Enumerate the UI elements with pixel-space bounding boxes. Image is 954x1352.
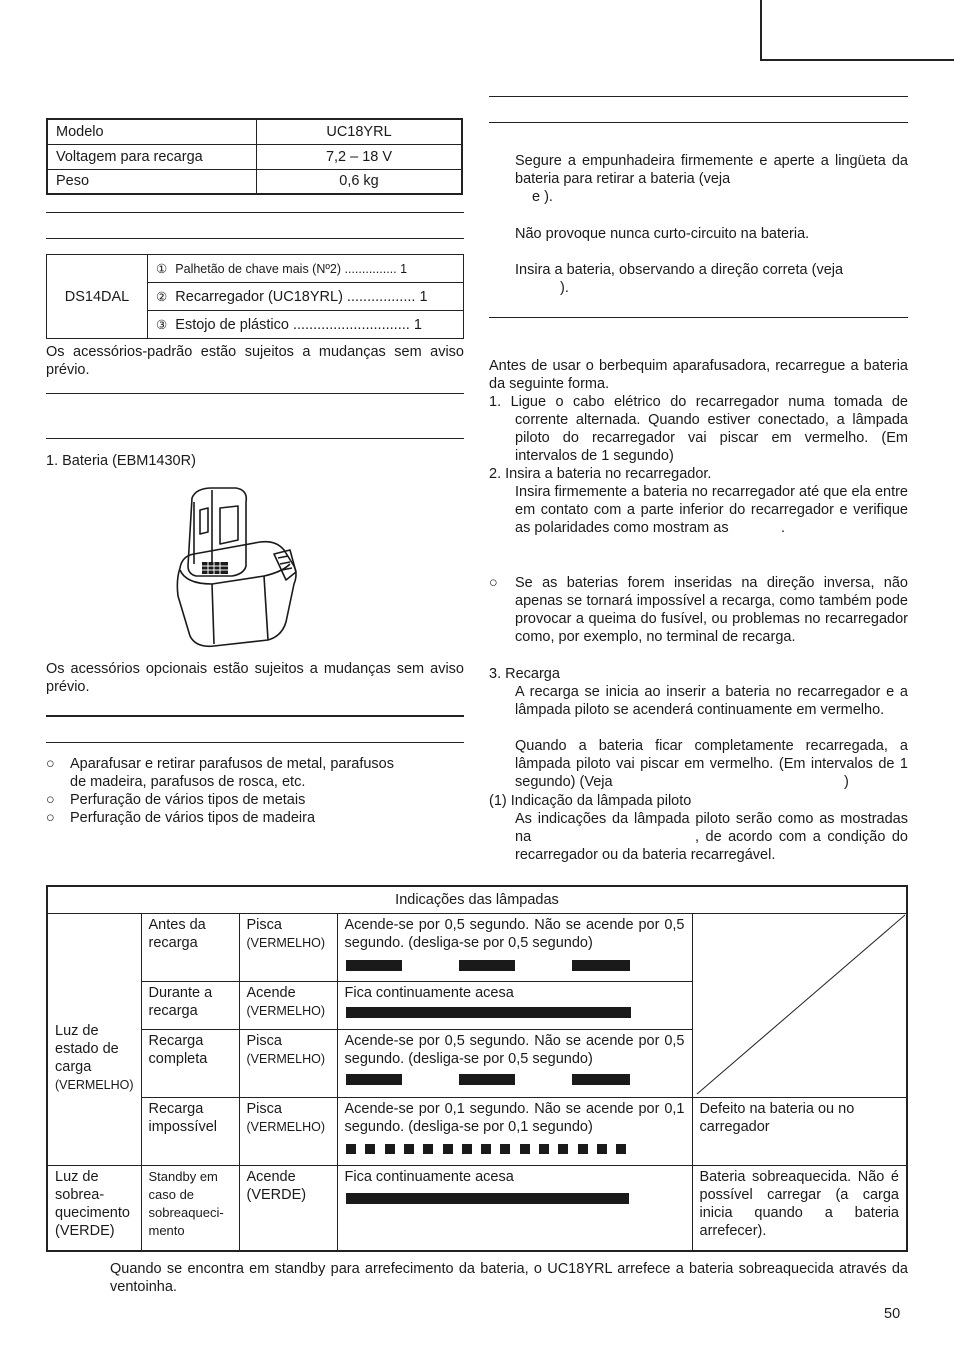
section-rule <box>46 742 464 743</box>
blink-bar <box>459 1074 515 1085</box>
charging-step-3-complete: Quando a bateria ficar completamente recarregada, a lâmpada piloto vai piscar em vermelho. (Em intervalos de 1 segundo) (Veja <box>515 738 908 790</box>
fast-blink-square <box>443 1144 453 1154</box>
optional-accessory-item: 1. Bateria (EBM1430R) <box>46 453 196 469</box>
lamp-mode: Acende <box>246 984 296 1001</box>
mode-cell <box>239 913 337 981</box>
accessory-item: Recarregador (UC18YRL) ................. 1 <box>175 288 428 305</box>
caution-item <box>489 574 908 646</box>
specifications-table <box>46 118 463 195</box>
desc-cell: Fica continuamente acesa <box>337 1165 692 1251</box>
spec-value: 0,6 kg <box>257 169 463 194</box>
section-rule <box>489 122 908 123</box>
std-accessories-note: Os acessórios-padrão estão sujeitos a mudanças sem aviso prévio. <box>46 344 464 378</box>
fast-blink-square <box>346 1144 356 1154</box>
fast-blink-square <box>597 1144 607 1154</box>
bullet-circle-icon: ○ <box>46 792 55 808</box>
steady-bar <box>346 1193 629 1204</box>
application-text: de madeira, parafusos de rosca, etc. <box>70 774 306 790</box>
charge-lamp-name: Luz de estado de carga <box>55 1023 119 1075</box>
fast-blink-square <box>539 1144 549 1154</box>
fast-blink-square <box>500 1144 510 1154</box>
lamp-color: (VERMELHO) <box>246 935 325 950</box>
desc-cell: Acende-se por 0,5 segundo. Não se acende por 0,5 segundo. (desliga-se por 0,5 segundo) <box>337 1029 692 1097</box>
lamp-mode: Pisca <box>246 916 282 933</box>
lamp-color: (VERMELHO) <box>246 1051 325 1066</box>
note-cell: Bateria sobreaquecida. Não é possível carregar (a carga inicia quando a bateria arrefecer). <box>692 1165 907 1251</box>
battery-illustration <box>172 484 302 650</box>
fast-blink-square <box>462 1144 472 1154</box>
charging-step-3: 3. Recarga <box>489 666 560 682</box>
lamp-mode: Pisca <box>246 1100 282 1117</box>
application-text: Perfuração de vários tipos de madeira <box>70 810 316 826</box>
section-rule <box>46 393 464 394</box>
bullet-circle-icon: ○ <box>489 575 498 591</box>
step-2-period: . <box>780 520 785 536</box>
indicator-heading: (1) Indicação da lâmpada piloto <box>489 793 692 809</box>
fast-blink-square <box>365 1144 375 1154</box>
battery-insert-text: Insira a bateria, observando a direção correta (veja <box>515 262 844 278</box>
lamp-mode: Acende <box>246 1168 296 1185</box>
charging-step-2: 2. Insira a bateria no recarregador. <box>489 466 712 482</box>
overheat-lamp-label: Luz de sobrea-quecimento (VERDE) <box>47 1165 141 1251</box>
desc-cell: Acende-se por 0,1 segundo. Não se acende por 0,1 segundo. (desliga-se por 0,1 segundo) <box>337 1097 692 1165</box>
fast-blink-square <box>520 1144 530 1154</box>
fast-blink-square <box>481 1144 491 1154</box>
battery-insert-text: ). <box>560 280 569 296</box>
desc-cell: Fica continuamente acesa <box>337 981 692 1029</box>
fast-blink-square <box>558 1144 568 1154</box>
spec-label: Modelo <box>47 119 257 144</box>
section-rule <box>46 212 464 213</box>
state-cell: Recarga completa <box>141 1029 239 1097</box>
section-rule <box>46 715 464 717</box>
blink-bar <box>346 1074 402 1085</box>
bullet-circle-icon: ○ <box>46 756 55 772</box>
battery-removal-text: e ). <box>532 189 553 205</box>
indicator-text: , de acordo com a condição do recarregador ou da bateria recarregável. <box>515 829 908 863</box>
state-cell: Antes da recarga <box>141 913 239 981</box>
charge-lamp-color: (VERMELHO) <box>55 1078 134 1092</box>
page-tab-box <box>760 0 954 61</box>
application-text: Aparafusar e retirar parafusos de metal, parafusos <box>70 756 394 772</box>
desc-cell: Acende-se por 0,5 segundo. Não se acende por 0,5 segundo. (desliga-se por 0,5 segundo) <box>337 913 692 981</box>
note-cell: Defeito na bateria ou no carregador <box>692 1097 907 1165</box>
spec-value: UC18YRL <box>257 119 463 144</box>
charging-step-3-detail: A recarga se inicia ao inserir a bateria no recarregador e a lâmpada piloto se acenderá continuamente em vermelho. <box>515 684 908 718</box>
diagonal-slash <box>695 913 907 1096</box>
item-number: ① <box>156 261 168 276</box>
item-number: ③ <box>156 317 168 332</box>
fast-blink-square <box>404 1144 414 1154</box>
section-rule <box>46 438 464 439</box>
model-name: DS14DAL <box>47 255 148 339</box>
lamp-color: (VERMELHO) <box>246 1003 325 1018</box>
application-item <box>46 755 464 773</box>
charging-step-1: 1. Ligue o cabo elétrico do recarregador numa tomada de corrente alternada. Quando estiver conectado, a lâmpada piloto do recarregador vai piscar em vermelho. (Em intervalos de 1 segundo) <box>489 394 908 464</box>
spec-value: 7,2 – 18 V <box>257 144 463 169</box>
blink-bar <box>572 1074 630 1085</box>
state-cell: Durante a recarga <box>141 981 239 1029</box>
steady-bar <box>346 1007 631 1018</box>
caution-text: Se as baterias forem inseridas na direção inversa, não apenas se tornará impossível a recarga, como também pode provocar a queima do fusível, ou problemas no recarregador como, por exemplo, no terminal de recarga. <box>515 575 908 645</box>
spec-label: Peso <box>47 169 257 194</box>
bullet-circle-icon: ○ <box>46 810 55 826</box>
page-number: 50 <box>884 1306 901 1322</box>
section-rule <box>489 317 908 318</box>
spec-label: Voltagem para recarga <box>47 144 257 169</box>
application-item <box>46 809 315 827</box>
step-2-text: Insira firmemente a bateria no recarregador até que ela entre em contato com a parte inferior do recarregador e verifique as polaridades como mostram as <box>515 484 908 536</box>
item-number: ② <box>156 289 168 304</box>
optional-accessories-note: Os acessórios opcionais estão sujeitos a mudanças sem aviso prévio. <box>46 661 464 695</box>
indicator-text: As indicações da lâmpada piloto serão como as mostradas na <box>515 811 908 845</box>
charging-step-2-detail <box>515 483 908 537</box>
fast-blink-square <box>423 1144 433 1154</box>
footer-note: Quando se encontra em standby para arrefecimento da bateria, o UC18YRL arrefece a bateria sobreaquecida através da ventoinha. <box>110 1261 908 1295</box>
battery-removal-text: Segure a empunhadeira firmemente e aperte a lingüeta da bateria para retirar a bateria (veja <box>515 153 908 187</box>
table-header: Indicações das lâmpadas <box>47 886 907 913</box>
accessory-item: Estojo de plástico ............................. 1 <box>175 316 422 333</box>
short-circuit-warning: Não provoque nunca curto-circuito na bateria. <box>515 226 810 242</box>
mode-cell <box>239 1165 337 1251</box>
state-cell: Standby em caso de sobreaqueci-mento <box>141 1165 239 1251</box>
fast-blink-square <box>385 1144 395 1154</box>
accessory-item: Palhetão de chave mais (Nº2) ............... 1 <box>175 261 408 276</box>
charging-intro: Antes de usar o berbequim aparafusadora, recarregue a bateria da seguinte forma. <box>489 358 908 392</box>
charge-lamp-label <box>47 913 141 1165</box>
application-item <box>46 791 305 809</box>
fast-blink-square <box>616 1144 626 1154</box>
section-rule <box>489 96 908 97</box>
blink-bar <box>459 960 515 971</box>
lamp-color: (VERMELHO) <box>246 1119 325 1134</box>
blink-bar <box>572 960 630 971</box>
standard-accessories-table <box>46 254 464 339</box>
state-cell: Recarga impossível <box>141 1097 239 1165</box>
mode-cell <box>239 1029 337 1097</box>
blink-bar <box>346 960 402 971</box>
mode-cell <box>239 981 337 1029</box>
mode-cell <box>239 1097 337 1165</box>
section-rule <box>46 238 464 239</box>
lamp-mode: Pisca <box>246 1032 282 1049</box>
application-text: Perfuração de vários tipos de metais <box>70 792 306 808</box>
lamp-color: (VERDE) <box>246 1186 307 1203</box>
charging-step-3-paren: ) <box>844 774 849 790</box>
fast-blink-square <box>578 1144 588 1154</box>
